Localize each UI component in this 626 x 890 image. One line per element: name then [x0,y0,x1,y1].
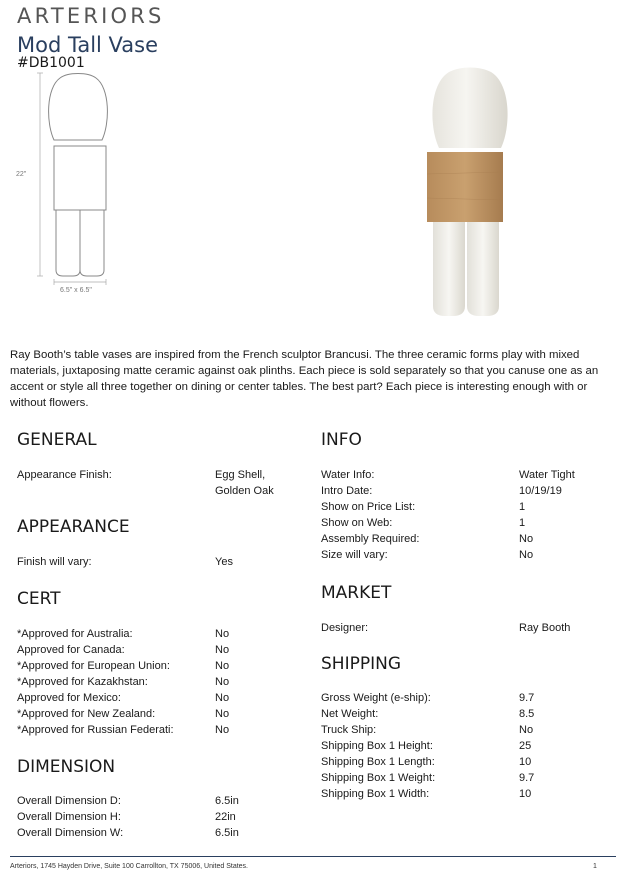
product-sku: #DB1001 [17,55,85,71]
brand-logo: ARTERIORS [17,4,165,28]
spec-key: *Approved for European Union: [17,660,170,672]
spec-value: No [215,644,230,656]
spec-value: No [519,533,534,545]
spec-value: No [215,724,230,736]
photo-vase-top [432,68,507,149]
spec-value: No [519,724,534,736]
dimension-drawing [10,68,140,300]
spec-key: Show on Web: [321,517,393,529]
spec-key: Finish will vary: [17,556,92,568]
spec-key: Appearance Finish: [17,469,112,481]
page-number: 1 [593,863,597,870]
spec-value: 10 [519,756,532,768]
spec-key: Net Weight: [321,708,379,720]
drawing-plinth [54,146,106,210]
spec-key: *Approved for Kazakhstan: [17,676,148,688]
spec-key: Overall Dimension W: [17,827,124,839]
product-description: Ray Booth’s table vases are inspired from the French sculptor Brancusi. The three ceramic forms play with mixed materials, juxtaposing matte ceramic against oak plinths. Each piece is sold separately so that you canuse one as an accent or style all three together on dining or center tables. The best part? Each piece is interesting enough with or without flowers. [10,349,599,409]
spec-value: 10/19/19 [519,485,562,497]
heading-shipping: SHIPPING [321,654,401,674]
spec-value: Water Tight [519,469,575,481]
spec-value: 9.7 [519,692,535,704]
footer-address: Arteriors, 1745 Hayden Drive, Suite 100 Carrollton, TX 75006, United States. [10,863,248,870]
spec-key: Intro Date: [321,485,373,497]
spec-value: 22in [215,811,236,823]
spec-value: Ray Booth [519,622,571,634]
spec-key: Shipping Box 1 Length: [321,756,435,768]
spec-key: Shipping Box 1 Width: [321,788,430,800]
spec-key: *Approved for Australia: [17,628,133,640]
drawing-base-label: 6.5" x 6.5" [60,287,92,294]
heading-info: INFO [321,430,362,450]
spec-key: Show on Price List: [321,501,416,513]
spec-key: Shipping Box 1 Height: [321,740,433,752]
spec-value: 10 [519,788,532,800]
spec-value: 25 [519,740,532,752]
photo-plinth [427,152,503,222]
spec-value: No [215,708,230,720]
spec-key: Approved for Mexico: [17,692,121,704]
spec-value: No [519,549,534,561]
spec-value: 1 [519,517,526,529]
heading-general: GENERAL [17,430,97,450]
spec-value: 6.5in [215,795,239,807]
drawing-leg-right [80,210,104,276]
spec-key: Size will vary: [321,549,388,561]
drawing-height-label: 22" [16,171,27,178]
spec-key: Truck Ship: [321,724,377,736]
drawing-leg-left [56,210,80,276]
spec-value: No [215,660,230,672]
product-title: Mod Tall Vase [17,33,159,57]
spec-key: Assembly Required: [321,533,420,545]
spec-value: No [215,676,230,688]
heading-market: MARKET [321,583,392,603]
spec-value: Egg Shell, [215,469,266,481]
product-photo [405,62,535,324]
drawing-vase-top [49,74,108,141]
spec-key: Water Info: [321,469,375,481]
spec-value: No [215,692,230,704]
spec-value: 6.5in [215,827,239,839]
spec-value: Yes [215,556,233,568]
photo-leg-left [433,222,465,316]
spec-key: Overall Dimension D: [17,795,121,807]
spec-key: Overall Dimension H: [17,811,121,823]
spec-key: Designer: [321,622,369,634]
spec-key: Shipping Box 1 Weight: [321,772,436,784]
spec-key: Gross Weight (e-ship): [321,692,431,704]
spec-value: No [215,628,230,640]
heading-dimension: DIMENSION [17,757,116,777]
spec-value: 1 [519,501,526,513]
spec-key: *Approved for Russian Federati: [17,724,174,736]
spec-key: *Approved for New Zealand: [17,708,156,720]
spec-value: 9.7 [519,772,535,784]
heading-cert: CERT [17,589,61,609]
spec-value: Golden Oak [215,485,274,497]
spec-value: 8.5 [519,708,535,720]
photo-leg-right [467,222,499,316]
spec-key: Approved for Canada: [17,644,125,656]
heading-appearance: APPEARANCE [17,517,130,537]
footer-divider [10,856,616,857]
